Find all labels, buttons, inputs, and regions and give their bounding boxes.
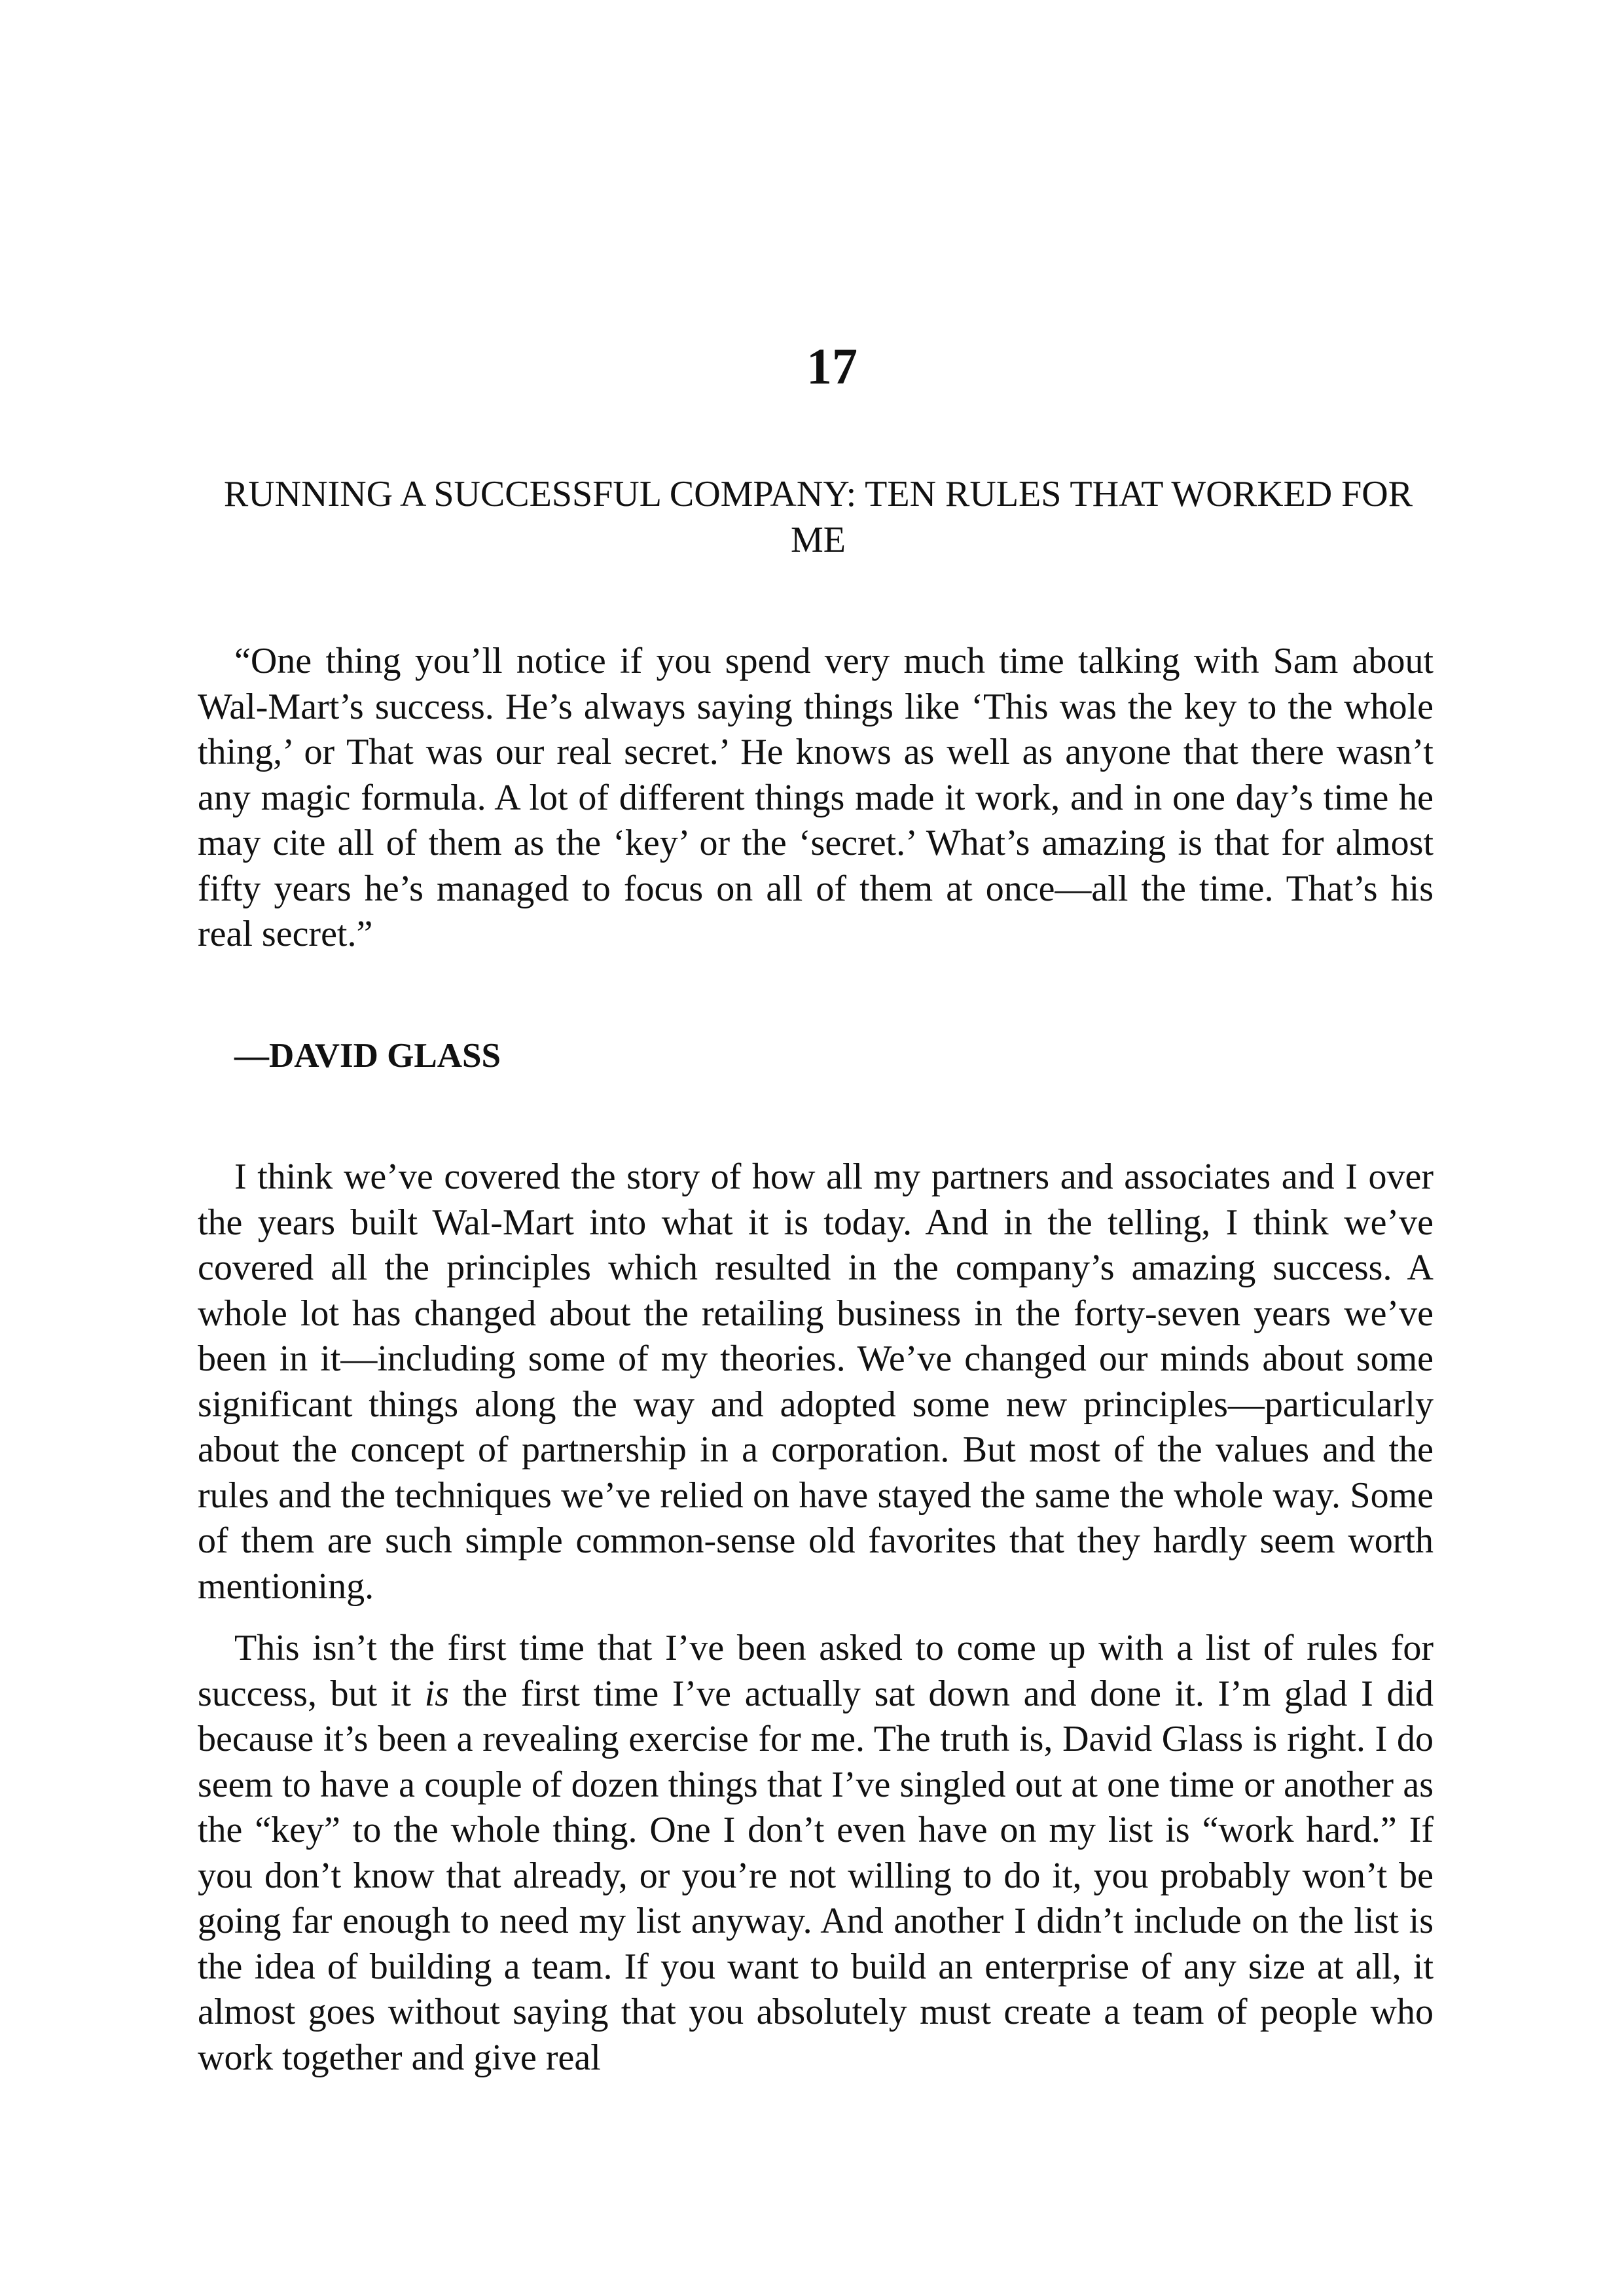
- epigraph-quote: “One thing you’ll notice if you spend very much time talking with Sam about Wal-Mart’s success. He’s always saying things like ‘This was the key to the whole thing,’ or That was our real secret.’ He knows as well as anyone that there wasn’t any magic formula. A lot of different things made it work, and in one day’s time he may cite all of them as the ‘key’ or the ‘secret.’ What’s amazing is that for almost fifty years he’s managed to focus on all of them at once—all the time. That’s his real secret.”: [198, 641, 1434, 954]
- paragraph-2-emphasis: is: [424, 1673, 450, 1714]
- chapter-title: RUNNING A SUCCESSFUL COMPANY: TEN RULES THAT WORKED FOR ME: [223, 474, 1413, 560]
- body-paragraph-1: I think we’ve covered the story of how all my partners and associates and I over the years built Wal-Mart into what it is today. And in the telling, I think we’ve covered all the principles which resulted in the company’s amazing success. A whole lot has changed about the retailing business in the forty-seven years we’ve been in it—including some of my theories. We’ve changed our minds about some significant things along the way and adopted some new principles—particularly about the concept of partnership in a corporation. But most of the values and the rules and the techniques we’ve relied on have stayed the same the whole way. Some of them are such simple common-sense old favorites that they hardly seem worth mentioning.: [198, 1157, 1434, 1607]
- chapter-number: 17: [806, 338, 857, 395]
- paragraph-2-text-start: This isn’t the first time that I’ve been asked to come up with a list of rules for success, but it: [198, 1628, 1434, 1714]
- epigraph-attribution: —DAVID GLASS: [234, 1037, 501, 1075]
- body-paragraph-2: [198, 1626, 1434, 2081]
- paragraph-2-text-end: the first time I’ve actually sat down and done it. I’m glad I did because it’s been a revealing exercise for me. The truth is, David Glass is right. I do seem to have a couple of dozen things that I’ve singled out at one time or another as the “key” to the whole thing. One I don’t even have on my list is “work hard.” If you don’t know that already, or you’re not willing to do it, you probably won’t be going far enough to need my list anyway. And another I didn’t include on the list is the idea of building a team. If you want to build an enterprise of any size at all, it almost goes without saying that you absolutely must create a team of people who work together and give real: [198, 1673, 1434, 2078]
